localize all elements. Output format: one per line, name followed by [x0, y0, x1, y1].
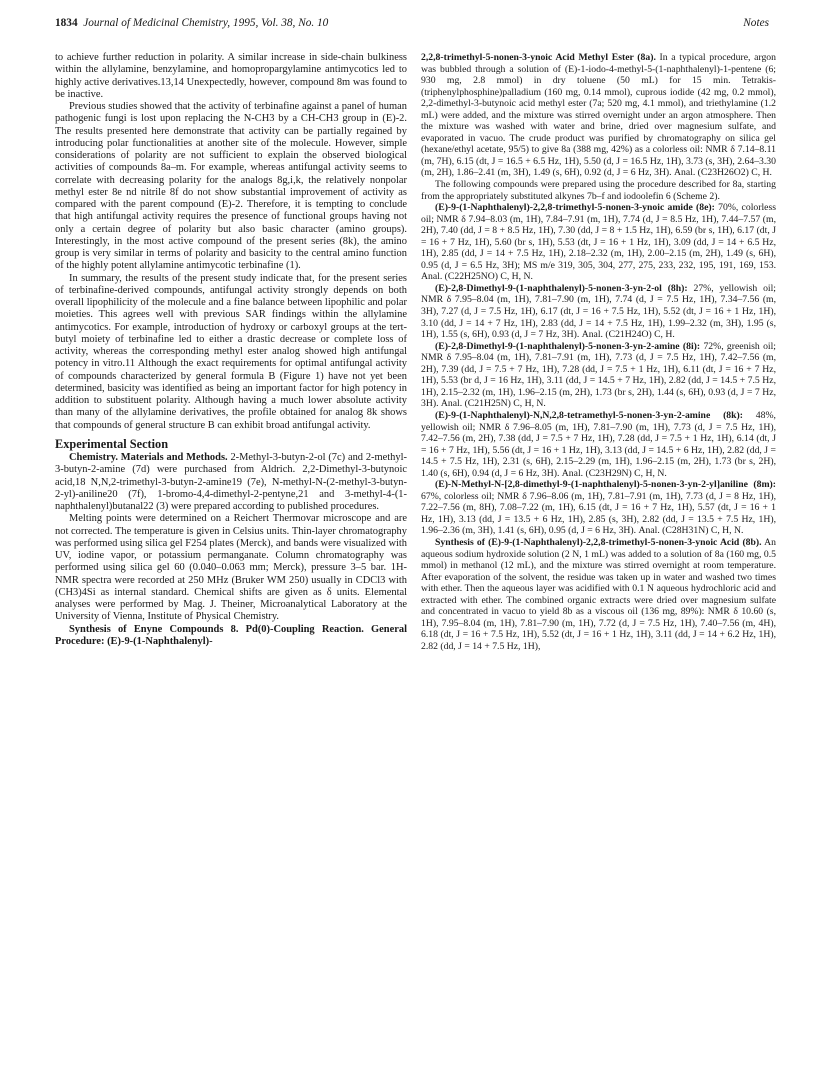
compound-paragraph: [421, 341, 776, 410]
compound-heading: (E)-2,8-Dimethyl-9-(1-naphthalenyl)-5-nonen-3-yn-2-ol (8h):: [435, 282, 688, 294]
section-heading: Experimental Section: [55, 436, 169, 451]
run-in-heading: Chemistry. Materials and Methods.: [69, 452, 228, 463]
paragraph-text: 27%, yellowish oil; NMR δ 7.95–8.04 (m, 1H), 7.81–7.90 (m, 1H), 7.74 (d, J = 7.5 Hz, 1H), 7.34–7.56 (m, 3H), 7.27 (d, J = 7.5 Hz, 1H), 6.17 (dt, J = 16 + 7.5 Hz, 1H), 5.52 (dt, J = 16 + 1 Hz, 1H), 3.10 (dd, J = 14 + 7 Hz, 1H), 2.83 (dd, J = 14 + 7.5 Hz, 1H), 1.99–2.32 (m, 3H), 1.95 (s, 1H), 1.55 (s, 6H), 0.93 (d, J = 7 Hz, 3H). Anal. (C21H24O) C, H.: [421, 282, 776, 341]
paragraph-text: Melting points were determined on a Reichert Thermovar microscope and are not corrected. The temperature is given in Celsius units. Thin-layer chromatography was performed using silica gel F254 plates (Merck), and bands were visualized with UV, iodine vapor, or potassium permanganate. Column chromatography was performed using silica gel 60 (0.040–0.063 mm; Merck), pressure 3–5 bar. 1H-NMR spectra were recorded at 250 MHz (Bruker WM 250) usually in CDCl3 with (CH3)4Si as internal standard. Chemical shifts are given as δ units. Elemental analyses were performed by Mag. J. Theiner, Microanalytical Laboratory at the University of Vienna, Institute of Physical Chemistry.: [55, 513, 407, 623]
compound-heading: Synthesis of (E)-9-(1-Naphthalenyl)-2,2,8-trimethyl-5-nonen-3-ynoic Acid (8b).: [435, 536, 762, 548]
paragraph-text: 67%, colorless oil; NMR δ 7.96–8.06 (m, 1H), 7.81–7.91 (m, 1H), 7.73 (d, J = 8 Hz, 1H), 7.22–7.56 (m, 8H), 7.08–7.22 (m, 1H), 6.15 (dt, J = 16 + 7 Hz, 1H), 5.57 (dt, J = 16 + 1 Hz, 1H), 3.13 (dd, J = 13.5 + 6 Hz, 1H), 2.85 (s, 3H), 2.82 (dd, J = 13.5 + 7.5 Hz, 1H), 1.96–2.36 (m, 3H), 1.41 (s, 6H), 0.95 (d, J = 6 Hz, 3H). Anal. (C28H31N) C, H, N.: [421, 490, 776, 537]
body-paragraph: Previous studies showed that the activity of terbinafine against a panel of human pathogenic fungi is lost upon replacing the N-CH3 by a CH-CH3 group in (E)-2. The results presented here demonstrate that activity can be partially regained by introducing polar functionalities at another site of the molecule. However, simple considerations of polarity are not sufficient to explain the observed biological activities of compounds 8a–m. For example, whereas antifungal activity seems to correlate with decreasing polarity for the analogs 8g,i,k, the relatively nonpolar methyl ester 8e nd nitrile 8f do not show substantial improvement of activity as compared with the parent compound (E)-2. Therefore, it is tempting to conclude that high antifungal activity requires the presence of functional groups having not only a certain degree of polarity but also basic character (amino groups). Interestingly, in the most active compound of the present series (8k), the amino group is very similar in terms of polarity and basicity to the central amino function of the highly potent allylamine antimycotic terbinafine (1).: [55, 101, 407, 272]
compound-paragraph: [421, 52, 776, 179]
compound-heading: (E)-2,8-Dimethyl-9-(1-naphthalenyl)-5-nonen-3-yn-2-amine (8i):: [435, 340, 701, 352]
compound-heading: (E)-9-(1-Naphthalenyl)-N,N,2,8-tetramethyl-5-nonen-3-yn-2-amine (8k):: [435, 409, 743, 421]
compound-heading: 2,2,8-trimethyl-5-nonen-3-ynoic Acid Methyl Ester (8a).: [421, 52, 656, 63]
paragraph-text: 48%, yellowish oil; NMR δ 7.96–8.05 (m, 1H), 7.81–7.90 (m, 1H), 7.73 (d, J = 7.5 Hz, 1H), 7.42–7.56 (m, 2H), 7.38 (dd, J = 7.5 + 7 Hz, 1H), 7.28 (dd, J = 7.5 + 1 Hz, 1H), 6.14 (dt, J = 16 + 7 Hz, 1H), 5.56 (dt, J = 16 + 1 Hz, 1H), 3.13 (dd, J = 14.5 + 6 Hz, 1H), 2.82 (dd, J = 14.5 + 7.5 Hz, 1H), 2.31 (s, 6H), 2.15–2.29 (m, 1H), 1.96–2.15 (m, 2H), 1.73 (br s, 2H), 1.40 (s, 6H), 0.94 (d, J = 6 Hz, 3H). Anal. (C23H29N) C, H, N.: [421, 409, 776, 479]
body-paragraph: In summary, the results of the present study indicate that, for the present series of terbinafine-derived compounds, antifungal activity strongly depends on both overall lipophilicity of the molecule and a fine balance between lipophilic and polar moieties. This agrees well with previous SAR findings within the allylamine antimycotics. For example, introduction of hydroxy or carboxyl groups at the tert-butyl moiety of terbinafine led to either a drastic decrease or complete loss of activity, whereas the corresponding methyl ester analog showed high antifungal potency in vitro.11 Although the exact requirements for optimal antifungal activity of compounds characterized by general formula B (Figure 1) have not yet been determined, basicity was identified as being an important factor for high potency in addition to substituent polarity. Although having a much lower absolute activity than many of the allylamine derivatives, the profile obtained for analog 8k shows that compounds of general structure B can exhibit broad antifungal activity.: [55, 272, 407, 431]
exp-paragraph: [55, 624, 407, 649]
right-column: [421, 52, 776, 652]
paragraph-text: An aqueous sodium hydroxide solution (2 N, 1 mL) was added to a solution of 8a (160 mg, 0.5 mmol) in methanol (12 mL), and the mixture was stirred overnight at room temperature. After evaporation of the solvent, the residue was taken up in water and washed two times with ether. Then the aqueous layer was acidified with 0.1 N aqueous hydrochloric acid and extracted with ether. The combined organic extracts were dried over magnesium sulfate and concentrated in vacuo to yield 8b as a viscous oil (136 mg, 89%): NMR δ 10.60 (s, 1H), 7.95–8.04 (m, 1H), 7.81–7.90 (m, 1H), 7.72 (d, J = 7.5 Hz, 1H), 7.40–7.56 (m, 4H), 6.18 (dt, J = 16 + 7.5 Hz, 1H), 5.52 (dt, J = 16 + 1 Hz, 1H), 3.11 (dd, J = 14 + 6.2 Hz, 1H), 2.82 (dd, J = 14 + 7.5 Hz, 1H),: [421, 536, 776, 652]
paragraph-text: In a typical procedure, argon was bubbled through a solution of (E)-1-iodo-4-methyl-5-(1-naphthalenyl)-1-pentene (6; 930 mg, 2.8 mmol) in dry toluene (50 mL) for 15 min. Tetrakis-(triphenylphosphine)palladium (160 mg, 0.14 mmol), cuprous iodide (42 mg, 0.2 mmol), 2,2-dimethyl-3-butynoic acid methyl ester (7a; 520 mg, 4.1 mmol), and triethylamine (1.2 mL) were added, and the mixture was stirred overnight under an argon atmosphere. Then the mixture was washed with water and brine, dried over magnesium sulfate, and evaporated in vacuo. The crude product was purified by chromatography on silica gel (hexane/ethyl acetate, 95/5) to give 8a (388 mg, 42%) as a colorless oil: NMR δ 7.14–8.11 (m, 7H), 6.15 (dt, J = 16.5 + 6.5 Hz, 1H), 5.50 (d, J = 16.5 Hz, 1H), 3.73 (s, 3H), 2.64–3.30 (m, 2H), 1.86–2.41 (m, 3H), 1.49 (s, 6H), 0.92 (d, J = 6 Hz, 3H). Anal. (C23H26O2) C, H.: [421, 52, 776, 179]
section-label: Notes: [743, 17, 769, 29]
run-in-heading: Synthesis of Enyne Compounds 8. Pd(0)-Coupling Reaction. General Procedure: (E)-9-(1-Naphthalenyl)-: [55, 623, 407, 647]
compound-paragraph: [421, 537, 776, 652]
body-paragraph: to achieve further reduction in polarity. A similar increase in side-chain bulkiness within the allylamine, benzylamine, and homopropargylamine antimycotics led to highly active derivatives.13,14 Unexpectedly, however, compound 8m was found to be inactive.: [55, 52, 407, 100]
compound-paragraph: [421, 410, 776, 479]
left-column: [55, 52, 407, 648]
compound-paragraph: [421, 179, 776, 202]
compound-paragraph: [421, 283, 776, 341]
compound-paragraph: [421, 479, 776, 537]
page-header: [55, 17, 769, 35]
paragraph-text: 72%, greenish oil; NMR δ 7.95–8.04 (m, 1H), 7.81–7.91 (m, 1H), 7.73 (d, J = 7.5 Hz, 1H), 7.42–7.56 (m, 2H), 7.39 (dd, J = 7.5 + 7 Hz, 1H), 7.28 (dd, J = 7.5 + 1 Hz, 1H), 6.11 (dt, J = 16 + 7 Hz, 1H), 5.53 (br d, J = 16 Hz, 1H), 3.11 (dd, J = 14.5 + 7 Hz, 1H), 2.82 (dd, J = 14.5 + 7.5 Hz, 1H), 2.15–2.32 (m, 1H), 1.96–2.15 (m, 2H), 1.73 (br s, 2H), 1.44 (s, 6H), 0.93 (d, J = 7 Hz, 3H). Anal. (C21H25N) C, H, N.: [421, 340, 776, 410]
exp-paragraph: [55, 513, 407, 623]
page-number: 1834: [55, 17, 78, 29]
exp-paragraph: [55, 452, 407, 513]
paragraph-text: The following compounds were prepared using the procedure described for 8a, starting from the appropriately substituted alkynes 7b–f and iodoolefin 6 (Scheme 2).: [421, 179, 776, 202]
journal-citation: Journal of Medicinal Chemistry, 1995, Vol. 38, No. 10: [83, 17, 329, 29]
paragraph-text: 2-Methyl-3-butyn-2-ol (7c) and 2-methyl-3-butyn-2-amine (7d) were purchased from Aldrich. 2,2-Dimethyl-3-butynoic acid,18 N,N,2-trimethyl-3-butyn-2-amine19 (7e), N-methyl-N-(2-methyl-3-butyn-2-yl)-aniline20 (7f), 1-bromo-4,4-dimethyl-2-pentyne,21 and 3-methyl-4-(1-naphthalenyl)butanal22 (3) were prepared according to published procedures.: [55, 452, 407, 512]
compound-heading: (E)-N-Methyl-N-[2,8-dimethyl-9-(1-naphthalenyl)-5-nonen-3-yn-2-yl]aniline (8m):: [435, 479, 776, 491]
paragraph-text: 70%, colorless oil; NMR δ 7.94–8.03 (m, 1H), 7.84–7.91 (m, 1H), 7.74 (d, J = 8.5 Hz, 1H), 7.44–7.57 (m, 2H), 7.40 (dd, J = 8 + 8.5 Hz, 1H), 7.30 (dd, J = 8 + 1.5 Hz, 1H), 6.59 (br s, 1H), 6.17 (dt, J = 16 + 7 Hz, 1H), 5.60 (br s, 1H), 5.53 (dt, J = 16 + 1 Hz, 1H), 3.09 (dd, J = 14 + 6.5 Hz, 1H), 2.85 (dd, J = 14 + 7.5 Hz, 1H), 2.18–2.32 (m, 1H), 2.00–2.15 (m, 2H), 1.49 (s, 6H), 0.95 (d, J = 6.5 Hz, 3H); MS m/e 319, 305, 304, 277, 275, 233, 232, 195, 191, 169, 153. Anal. (C22H25NO) C, H, N.: [421, 202, 776, 283]
compound-heading: (E)-9-(1-Naphthalenyl)-2,2,8-trimethyl-5-nonen-3-ynoic amide (8e):: [435, 202, 715, 214]
compound-paragraph: [421, 202, 776, 283]
